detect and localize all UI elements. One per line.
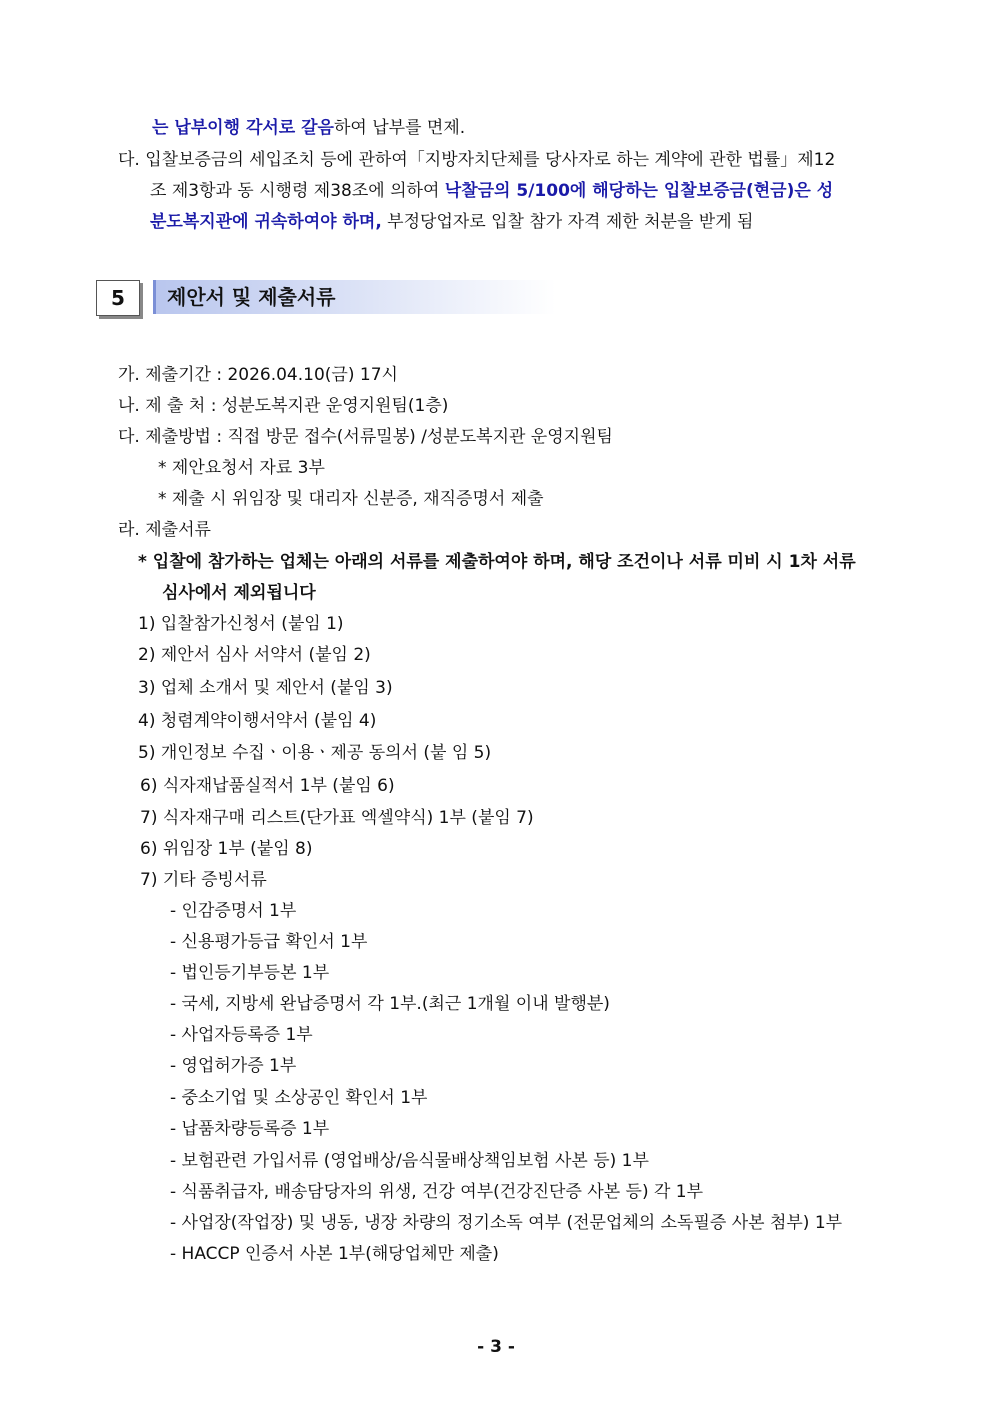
document-item: 6) 위임장 1부 (붙임 8) [140, 839, 313, 859]
other-document-item: - 식품취급자, 배송담당자의 위생, 건강 여부(건강진단증 사본 등) 각 1부 [170, 1182, 704, 1202]
item-da-line-3-highlight: 분도복지관에 귀속하여야 하며, [150, 212, 382, 232]
section-title: 제안서 및 제출서류 [167, 285, 336, 309]
item-ga: 가. 제출기간 : 2026.04.10(금) 17시 [118, 365, 398, 385]
other-document-item: - 중소기업 및 소상공인 확인서 1부 [170, 1088, 428, 1108]
other-document-item: - 국세, 지방세 완납증명서 각 1부.(최근 1개월 이내 발행분) [170, 994, 610, 1014]
document-item: 7) 기타 증빙서류 [140, 870, 267, 890]
other-document-item: - 영업허가증 1부 [170, 1056, 297, 1076]
other-document-item: - 인감증명서 1부 [170, 901, 297, 921]
document-item: 6) 식자재납품실적서 1부 (붙임 6) [140, 776, 395, 796]
item-da-line-1: 다. 입찰보증금의 세입조치 등에 관하여「지방자치단체를 당사자로 하는 계약에 관한 법률」제12 [118, 150, 836, 170]
item-na: 나. 제 출 처 : 성분도복지관 운영지원팀(1층) [118, 396, 449, 416]
item-da-note-1: * 제안요청서 자료 3부 [158, 458, 325, 478]
item-da-note-2: * 제출 시 위임장 및 대리자 신분증, 재직증명서 제출 [158, 489, 544, 509]
item-ra-note-line-1: * 입찰에 참가하는 업체는 아래의 서류를 제출하여야 하며, 해당 조건이나 서류 미비 시 1차 서류 [138, 552, 856, 572]
other-document-item: - HACCP 인증서 사본 1부(해당업체만 제출) [170, 1244, 499, 1264]
other-document-item: - 사업자등록증 1부 [170, 1025, 313, 1045]
other-document-item: - 신용평가등급 확인서 1부 [170, 932, 368, 952]
other-document-item: - 보험관련 가입서류 (영업배상/음식물배상책임보험 사본 등) 1부 [170, 1151, 649, 1171]
document-item: 1) 입찰참가신청서 (붙임 1) [138, 614, 344, 634]
item-da-line-3-rest: 부정당업자로 입찰 참가 자격 제한 처분을 받게 됨 [381, 212, 754, 232]
intro-line-1-rest: 하여 납부를 면제. [333, 118, 466, 138]
intro-line-1-highlight: 는 납부이행 각서로 갈음 [152, 118, 334, 138]
document-item: 2) 제안서 심사 서약서 (붙임 2) [138, 645, 371, 665]
item-ra: 라. 제출서류 [118, 520, 211, 540]
other-document-item: - 사업장(작업장) 및 냉동, 냉장 차량의 정기소독 여부 (전문업체의 소독필증 사본 첨부) 1부 [170, 1213, 843, 1233]
item-ra-note-line-2: 심사에서 제외됩니다 [162, 583, 316, 603]
item-da-line-3 [150, 211, 753, 233]
document-item: 4) 청렴계약이행서약서 (붙임 4) [138, 711, 377, 731]
other-document-item: - 법인등기부등본 1부 [170, 963, 330, 983]
intro-line-1 [152, 117, 465, 139]
item-da-line-2 [150, 180, 833, 202]
item-da-line-2-highlight: 낙찰금의 5/100에 해당하는 입찰보증금(현금)은 성 [444, 181, 834, 201]
item-da-line-2-plain: 조 제3항과 동 시행령 제38조에 의하여 [150, 181, 445, 201]
other-document-item: - 납품차량등록증 1부 [170, 1119, 330, 1139]
item-da: 다. 제출방법 : 직접 방문 접수(서류밀봉) /성분도복지관 운영지원팀 [118, 427, 613, 447]
page-number: - 3 - [477, 1337, 515, 1357]
document-item: 3) 업체 소개서 및 제안서 (붙임 3) [138, 678, 393, 698]
section-number-box: 5 [96, 280, 140, 316]
document-item: 5) 개인정보 수집ㆍ이용ㆍ제공 동의서 (붙 임 5) [138, 743, 492, 763]
document-item: 7) 식자재구매 리스트(단가표 엑셀약식) 1부 (붙임 7) [140, 808, 534, 828]
